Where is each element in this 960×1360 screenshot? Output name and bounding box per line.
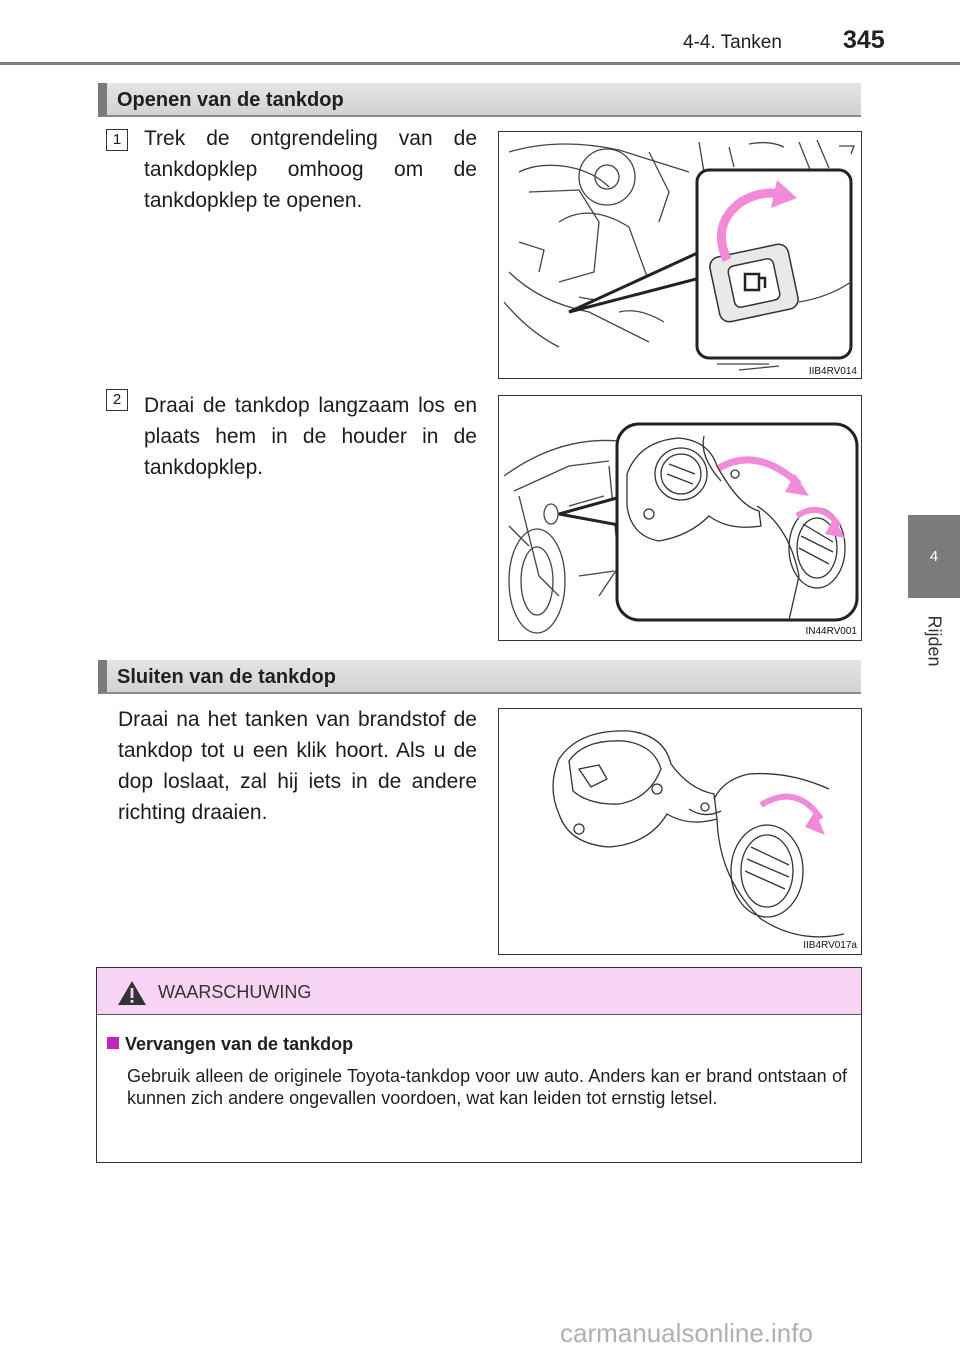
section-heading-close [98,660,861,694]
chapter-heading: 4-4. Tanken [683,32,782,53]
tighten-cap-illustration [499,709,862,955]
warning-subheading-text: Vervangen van de tankdop [125,1034,354,1054]
figure-unscrew-cap [498,395,862,641]
warning-subheading [107,1034,353,1055]
chapter-tab-label-text: Rijden [924,615,945,667]
watermark: carmanualsonline.info [560,1318,813,1348]
closing-text: Draai na het tanken van brandstof de tankdop tot u een klik hoort. Als u de dop loslaat, zal hij iets in de andere richting draaien. [118,708,477,824]
figure-id-1: IIB4RV014 [808,366,857,377]
figure-id-2: IN44RV001 [805,626,857,637]
section-heading-open [98,83,861,117]
step-1-number: 1 [106,129,128,151]
bullet-square-icon [107,1037,119,1049]
warning-box [96,967,862,1163]
warning-triangle-icon [117,980,147,1006]
chapter-tab[interactable]: 4 [908,515,960,598]
header-divider [0,62,960,65]
fuel-door-release-illustration [499,132,862,379]
figure-tighten-cap [498,708,862,955]
warning-body: Gebruik alleen de originele Toyota-tankdop voor uw auto. Anders kan er brand ontstaan of kunnen zich andere ongevallen voordoen, wat kan leiden tot ernstig letsel. [127,1066,847,1108]
figure-id-3: IIB4RV017a [803,940,857,951]
page-number: 345 [843,26,885,54]
figure-fuel-door-release [498,131,862,379]
step-2-number: 2 [106,389,128,411]
warning-header [97,968,861,1015]
chapter-tab-label [910,606,958,676]
unscrew-cap-illustration [499,396,862,641]
step-1-text: Trek de ontgrendeling van de tankdopklep omhoog om de tankdopklep te openen. [144,127,477,212]
section-heading-close-text: Sluiten van de tankdop [117,666,336,688]
warning-title: WAARSCHUWING [158,982,312,1002]
section-heading-open-text: Openen van de tankdop [117,89,344,111]
step-2-text: Draai de tankdop langzaam los en plaats hem in de houder in de tankdopklep. [144,394,477,479]
